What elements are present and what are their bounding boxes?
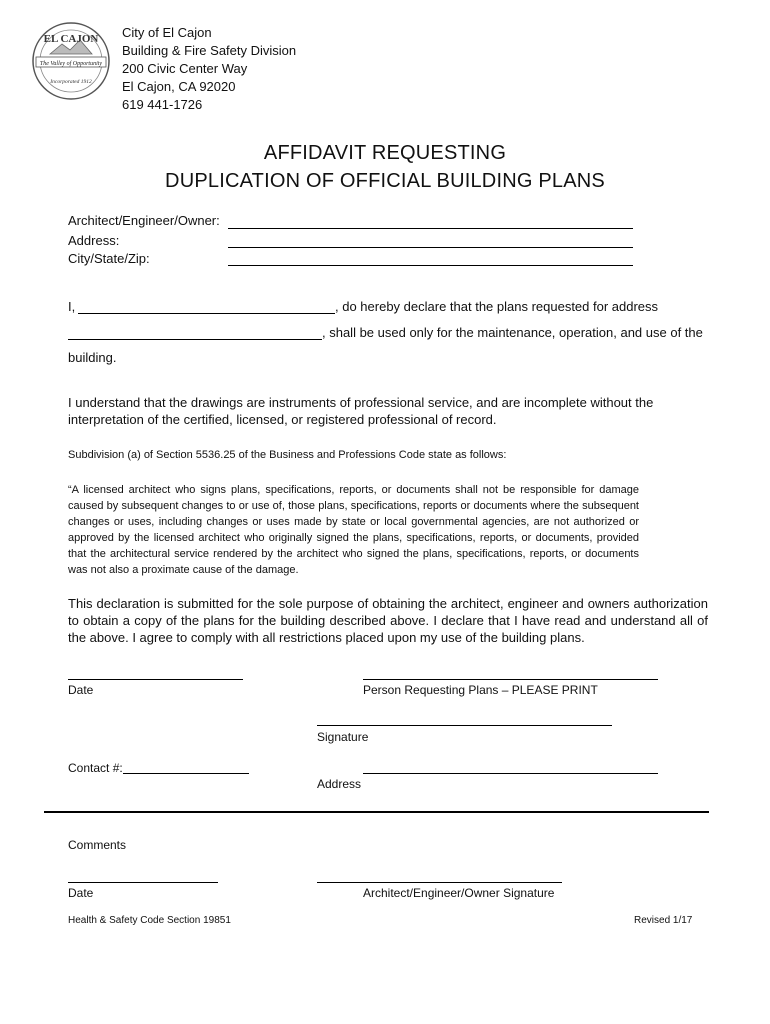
plans-address-field[interactable] bbox=[68, 339, 322, 340]
subdivision-text: Subdivision (a) of Section 5536.25 of the Business and Professions Code state as follows: bbox=[68, 449, 507, 461]
header-phone: 619 441-1726 bbox=[122, 97, 203, 112]
aeo-signature-field[interactable] bbox=[317, 882, 562, 883]
person-requesting-label: Person Requesting Plans – PLEASE PRINT bbox=[363, 683, 598, 697]
title-line-2: DUPLICATION OF OFFICIAL BUILDING PLANS bbox=[165, 170, 605, 192]
header-address-block bbox=[122, 24, 296, 114]
footer-code: Health & Safety Code Section 19851 bbox=[68, 915, 231, 926]
seal-motto-text: The Valley of Opportunity bbox=[39, 61, 103, 67]
footer-revised: Revised 1/17 bbox=[634, 915, 693, 926]
statement-paragraph: This declaration is submitted for the sole purpose of obtaining the architect, engineer and owners authorization to obtain a copy of the plans for the building described above. I declare that I have read and understand all of the above. I agree to comply with all restrictions placed upon my use of the building plans. bbox=[68, 596, 708, 645]
contact-field[interactable] bbox=[123, 773, 249, 774]
title-line-1: AFFIDAVIT REQUESTING bbox=[263, 142, 507, 164]
declarant-name-field[interactable] bbox=[78, 313, 335, 314]
date-label: Date bbox=[68, 683, 94, 697]
signature-label: Signature bbox=[317, 730, 369, 744]
owner-label: Architect/Engineer/Owner: bbox=[68, 213, 220, 228]
header-city-state-zip: El Cajon, CA 92020 bbox=[122, 79, 236, 94]
header-street: 200 Civic Center Way bbox=[122, 61, 248, 76]
office-date-label: Date bbox=[68, 886, 94, 900]
city-state-zip-label: City/State/Zip: bbox=[68, 251, 150, 266]
city-state-zip-field[interactable] bbox=[228, 265, 633, 266]
owner-field[interactable] bbox=[228, 228, 633, 229]
date-field[interactable] bbox=[68, 679, 243, 680]
contact-label: Contact #: bbox=[68, 761, 123, 775]
seal-incorporated-text: Incorporated 1912 bbox=[50, 79, 92, 85]
understand-paragraph: I understand that the drawings are instruments of professional service, and are incomplete without the interpretation of the certified, licensed, or registered professional of record. bbox=[68, 395, 654, 427]
quote-paragraph: “A licensed architect who signs plans, specifications, reports, or documents shall not be responsible for damage caused by subsequent changes to or use of, those plans, specifications, reports or documents where the subsequent changes or uses, including changes or uses made by state or local governmental agencies, are not authorized or approved by the licensed architect who originally signed the plans, specifications, reports, or documents, provided that the architectural service rendered by the architect who signed the plans, specifications, reports, or documents was not also a proximate cause of the damage. bbox=[68, 484, 639, 576]
requester-address-field[interactable] bbox=[363, 773, 658, 774]
requester-address-label: Address bbox=[317, 777, 362, 791]
declaration-line-1: , do hereby declare that the plans requested for address bbox=[335, 299, 659, 314]
section-divider bbox=[44, 811, 709, 813]
signature-field[interactable] bbox=[317, 725, 612, 726]
header-city: City of El Cajon bbox=[122, 25, 212, 40]
header-division: Building & Fire Safety Division bbox=[122, 43, 297, 58]
aeo-signature-label: Architect/Engineer/Owner Signature bbox=[363, 886, 555, 900]
declaration-line-2: , shall be used only for the maintenance, operation, and use of the bbox=[322, 325, 703, 340]
declaration-line-3: building. bbox=[68, 350, 117, 365]
address-label: Address: bbox=[68, 233, 120, 248]
city-seal-logo bbox=[30, 20, 112, 102]
office-date-field[interactable] bbox=[68, 882, 218, 883]
comments-label: Comments bbox=[68, 838, 127, 852]
person-requesting-field[interactable] bbox=[363, 679, 658, 680]
declaration-i-prefix: I, bbox=[68, 299, 76, 314]
address-field[interactable] bbox=[228, 247, 633, 248]
seal-name-text: EL CAJON bbox=[43, 33, 99, 45]
